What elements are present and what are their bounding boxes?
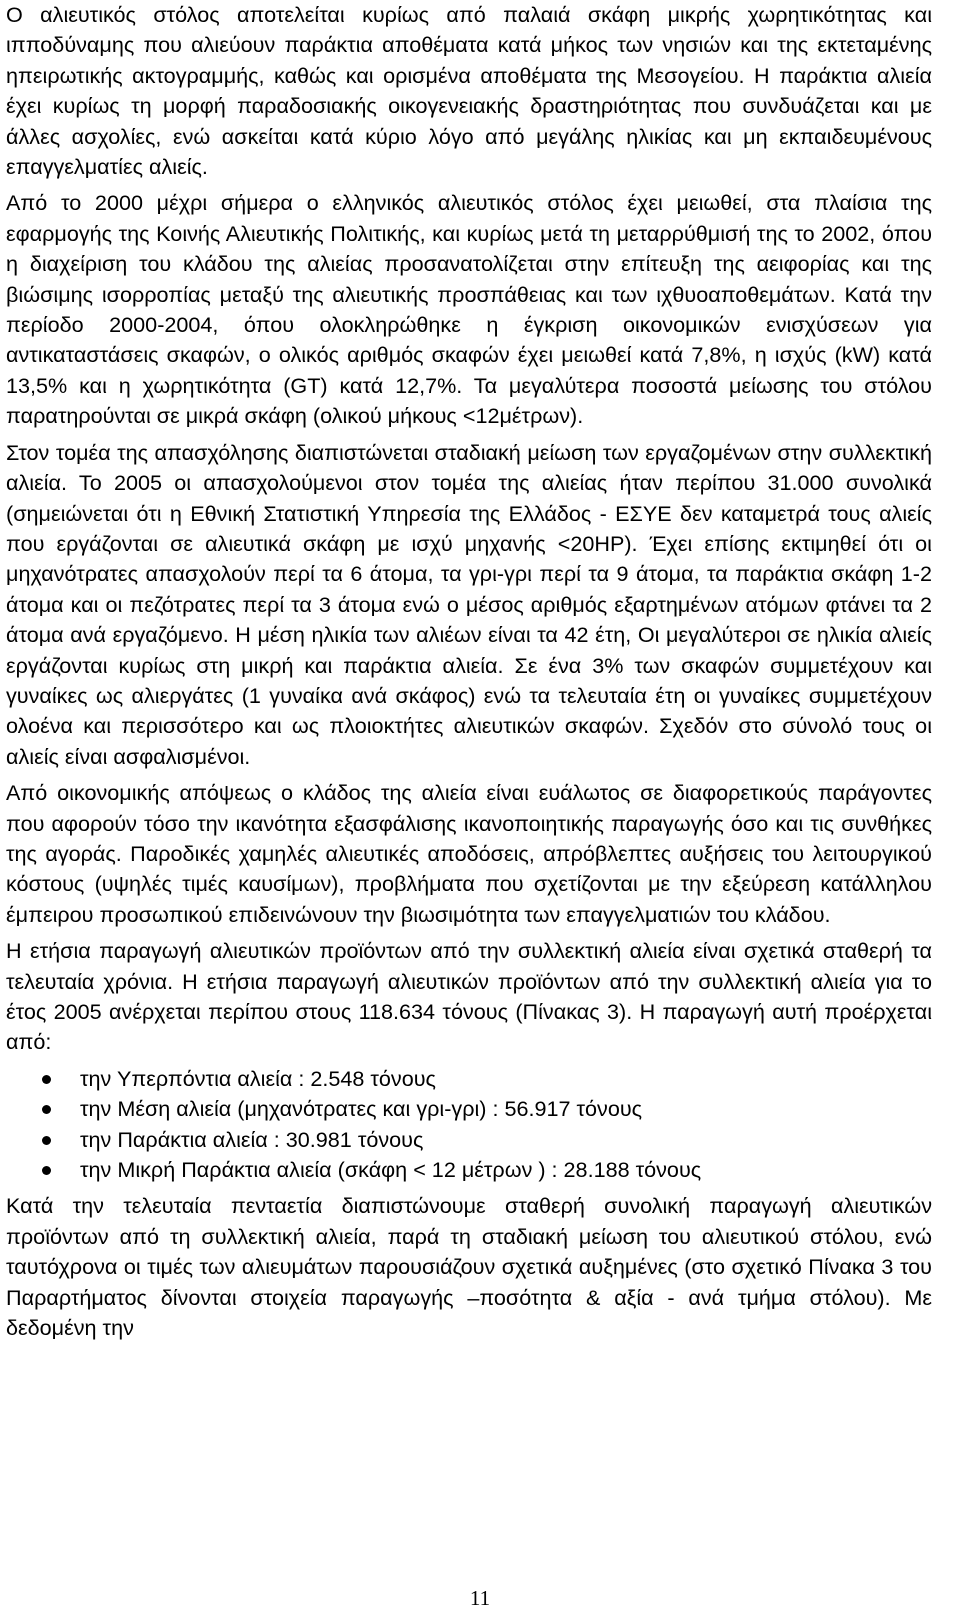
list-item [6, 1094, 932, 1124]
bullet-icon [42, 1075, 51, 1084]
paragraph-production: Η ετήσια παραγωγή αλιευτικών προϊόντων από την συλλεκτική αλιεία είναι σχετικά σταθερή τα τελευταία χρόνια. Η ετήσια παραγωγή αλιευτικών προϊόντων από την συλλεκτική αλιεία για το έτος 2005 ανέρχεται περίπου στους 118.634 τόνους (Πίνακας 3). Η παραγωγή αυτή προέρχεται από: [6, 938, 932, 1055]
list-item-text: την Υπερπόντια αλιεία : 2.548 τόνους [80, 1065, 436, 1091]
list-item [6, 1125, 932, 1155]
page-number: 11 [469, 1586, 491, 1610]
bullet-icon [42, 1105, 51, 1114]
list-item [6, 1064, 932, 1094]
bullet-icon [42, 1166, 51, 1175]
paragraph-fleet-composition: Ο αλιευτικός στόλος αποτελείται κυρίως από παλαιά σκάφη μικρής χωρητικότητας και ιπποδύναμης που αλιεύουν παράκτια αποθέματα κατά μήκος των νησιών και της εκτεταμένης ηπειρωτικής ακτογραμμής, καθώς και ορισμένα αποθέματα της Μεσογείου. Η παράκτια αλιεία έχει κυρίως τη μορφή παραδοσιακής οικογενειακής δραστηριότητας που συνδυάζεται και με άλλες ασχολίες, ενώ ασκείται κατά κύριο λόγο από μεγάλης ηλικίας και μη εκπαιδευμένους επαγγελματίες αλιείς. [6, 2, 932, 180]
list-item [6, 1155, 932, 1185]
paragraph-economics: Από οικονομικής απόψεως ο κλάδος της αλιεία είναι ευάλωτος σε διαφορετικούς παράγοντες που αφορούν τόσο την ικανότητα εξασφάλισης ικανοποιητικής παραγωγής όσο και τις συνθήκες της αγοράς. Παροδικές χαμηλές αλιευτικές αποδόσεις, απρόβλεπτες αυξήσεις του λειτουργικού κόστους (υψηλές τιμές καυσίμων), προβλήματα που σχετίζονται με την εξεύρεση κατάλληλου έμπειρου προσωπικού επιδεινώνουν την βιωσιμότητα των επαγγελματιών του κλάδου. [6, 780, 932, 927]
document-page [6, 0, 932, 1349]
list-item-text: την Παράκτια αλιεία : 30.981 τόνους [80, 1126, 424, 1152]
production-list [6, 1064, 932, 1186]
list-item-text: την Μικρή Παράκτια αλιεία (σκάφη < 12 μέτρων ) : 28.188 τόνους [80, 1157, 702, 1183]
list-item-text: την Μέση αλιεία (μηχανότρατες και γρι-γρι) : 56.917 τόνους [80, 1096, 643, 1122]
paragraph-employment: Στον τομέα της απασχόλησης διαπιστώνεται σταδιακή μείωση των εργαζομένων στην συλλεκτική αλιεία. Το 2005 οι απασχολούμενοι στον τομέα της αλιείας ήταν περίπου 31.000 συνολικά (σημειώνεται ότι η Εθνική Στατιστική Υπηρεσία της Ελλάδος - ΕΣΥΕ δεν καταμετρά τους αλιείς που εργάζονται σε αλιευτικά σκάφη με ισχύ μηχανής <20HP). Έχει επίσης εκτιμηθεί ότι οι μηχανότρατες απασχολούν περί τα 6 άτομα, τα γρι-γρι περί τα 9 άτομα, τα παράκτια σκάφη 1-2 άτομα και οι πεζότρατες περί τα 3 άτομα ενώ ο μέσος αριθμός εξαρτημένων ατόμων φτάνει τα 2 άτομα ανά εργαζόμενο. Η μέση ηλικία των αλιέων είναι τα 42 έτη, Οι μεγαλύτεροι σε ηλικία αλιείς εργάζονται κυρίως στη μικρή και παράκτια αλιεία. Σε ένα 3% των σκαφών συμμετέχουν και γυναίκες ως αλιεργάτες (1 γυναίκα ανά σκάφος) ενώ τα τελευταία έτη οι γυναίκες συμμετέχουν ολοένα και περισσότερο και ως πλοιοκτήτες αλιευτικών σκαφών. Σχεδόν στο σύνολό τους οι αλιείς είναι ασφαλισμένοι. [6, 439, 932, 769]
paragraph-fleet-reduction: Από το 2000 μέχρι σήμερα ο ελληνικός αλιευτικός στόλος έχει μειωθεί, στα πλαίσια της εφαρμογής της Κοινής Αλιευτικής Πολιτικής, και κυρίως μετά τη μεταρρύθμισή της το 2002, όπου η διαχείριση του κλάδου της αλιείας προσανατολίζεται στην επίτευξη της αειφορίας και της βιώσιμης ισορροπίας μεταξύ της αλιευτικής προσπάθειας και των ιχθυοαποθεμάτων. Κατά την περίοδο 2000-2004, όπου ολοκληρώθηκε η έγκριση οικονομικών ενισχύσεων για αντικαταστάσεις σκαφών, ο ολικός αριθμός σκαφών έχει μειωθεί κατά 7,8%, η ισχύς (kW) κατά 13,5% και η χωρητικότητα (GT) κατά 12,7%. Τα μεγαλύτερα ποσοστά μείωσης του στόλου παρατηρούνται σε μικρά σκάφη (ολικού μήκους <12μέτρων). [6, 190, 932, 429]
paragraph-five-year-trend: Κατά την τελευταία πενταετία διαπιστώνουμε σταθερή συνολική παραγωγή αλιευτικών προϊόντων από τη συλλεκτική αλιεία, παρά τη σταδιακή μείωση του αλιευτικού στόλου, ενώ ταυτόχρονα οι τιμές των αλιευμάτων παρουσιάζουν σχετικά αυξημένες (στο σχετικό Πίνακα 3 του Παραρτήματος δίνονται στοιχεία παραγωγής –ποσότητα & αξία - ανά τμήμα στόλου). Με δεδομένη την [6, 1193, 932, 1341]
bullet-icon [42, 1136, 51, 1145]
